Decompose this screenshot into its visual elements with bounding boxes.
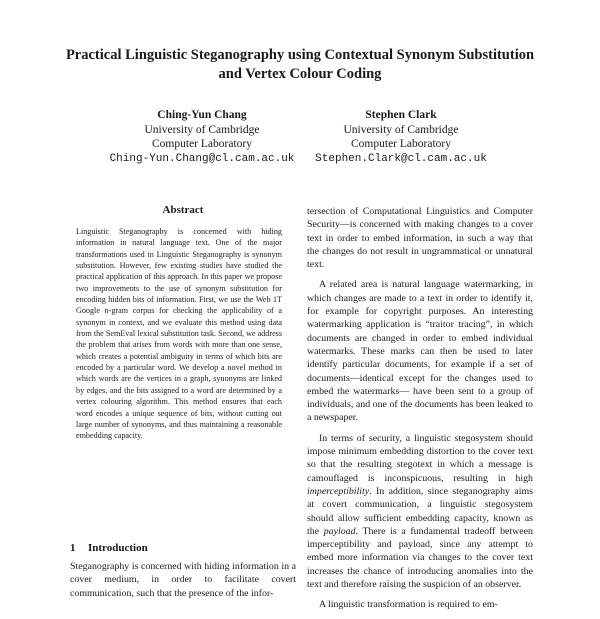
author-name: Stephen Clark	[365, 109, 437, 121]
body-paragraph-1: tersection of Computational Linguistics and Computer Security—is concerned with making changes to a cover text in order to embed information, in such a way that the changes do not result in ungrammatical or unnatural text.	[307, 206, 533, 271]
introduction-body	[70, 560, 296, 600]
body-paragraph-3	[307, 432, 533, 592]
author-block-2	[296, 108, 506, 166]
author-email: Ching-Yun.Chang@cl.cam.ac.uk	[109, 152, 295, 165]
author-department: Computer Laboratory	[351, 138, 451, 150]
abstract-text: Linguistic Steganography is concerned with hiding information in natural language text. One of the major transformations used in Linguistic Steganography is synonym substitution. However, few existing studies have studied the practical application of this approach. In this paper we propose two improvements to the use of synonym substitution for encoding hidden bits of information. First, we use the Web 1T Google n-gram corpus for checking the applicability of a synonym in context, and we evaluate this method using data from the SemEval lexical substitution task. Second, we address the problem that arises from words with more than one sense, which creates a potential ambiguity in terms of which bits are encoded by a particular word. We develop a novel method in which words are the vertices in a graph, synonyms are linked by edges, and the bits assigned to a word are determined by a vertex colouring algorithm. This method ensures that each word encodes a unique sequence of bits, without cutting out large number of synonyms, and thus maintaining a reasonable embedding capacity.	[76, 227, 282, 441]
section-heading-introduction	[70, 542, 148, 554]
section-title: Introduction	[88, 542, 148, 554]
author-email: Stephen.Clark@cl.cam.ac.uk	[315, 152, 487, 165]
right-column	[307, 205, 533, 619]
body-paragraph-4: A linguistic transformation is required to em-	[319, 599, 498, 611]
paper-title-line-2: and Vertex Colour Coding	[218, 66, 382, 82]
paper-title-line-1: Practical Linguistic Steganography using Contextual Synonym Substitution	[65, 47, 535, 63]
author-block-1	[92, 108, 312, 166]
paper-title	[40, 46, 560, 84]
author-department: Computer Laboratory	[152, 138, 252, 150]
body-paragraph-2: A related area is natural language watermarking, in which changes are made to a text in order to identify it, for example for copyright purposes. An interesting watermarking application is “traitor tracing”, in which documents are changed in order to embed individual watermarks. These marks can then be used to later identify particular documents, for example if a set of documents—identical except for the changes used to embed the watermarks— have been sent to a group of individuals, and one of the documents has been leaked to a newspaper.	[307, 279, 533, 424]
abstract-heading: Abstract	[162, 204, 204, 216]
emphasized-term: imperceptibility	[307, 485, 370, 497]
emphasized-term: payload	[323, 525, 356, 537]
paragraph-text: In terms of security, a linguistic stegosystem should impose minimum embedding distortion to the cover text so that the resulting stegotext in which a message is camouflaged is inconspicuous, resulting in high	[307, 432, 533, 484]
paragraph-text: . There is a fundamental tradeoff between imperceptibility and payload, since any attempt to embed more information via changes to the cover text increases the chance of introducing anomalies into the text and therefore raising the suspicion of an observer.	[307, 525, 533, 591]
author-affiliation: University of Cambridge	[343, 123, 459, 136]
introduction-paragraph: Steganography is concerned with hiding information in a cover medium, in order to facilitate covert communication, such that the presence of the infor-	[70, 561, 296, 599]
author-affiliation: University of Cambridge	[144, 123, 260, 136]
paragraph-text: . In addition, since steganography aims at covert communication, a linguistic stegosystem should allow sufficient embedding capacity, known as the	[307, 485, 533, 537]
author-name: Ching-Yun Chang	[157, 109, 247, 121]
section-number: 1	[70, 542, 76, 554]
